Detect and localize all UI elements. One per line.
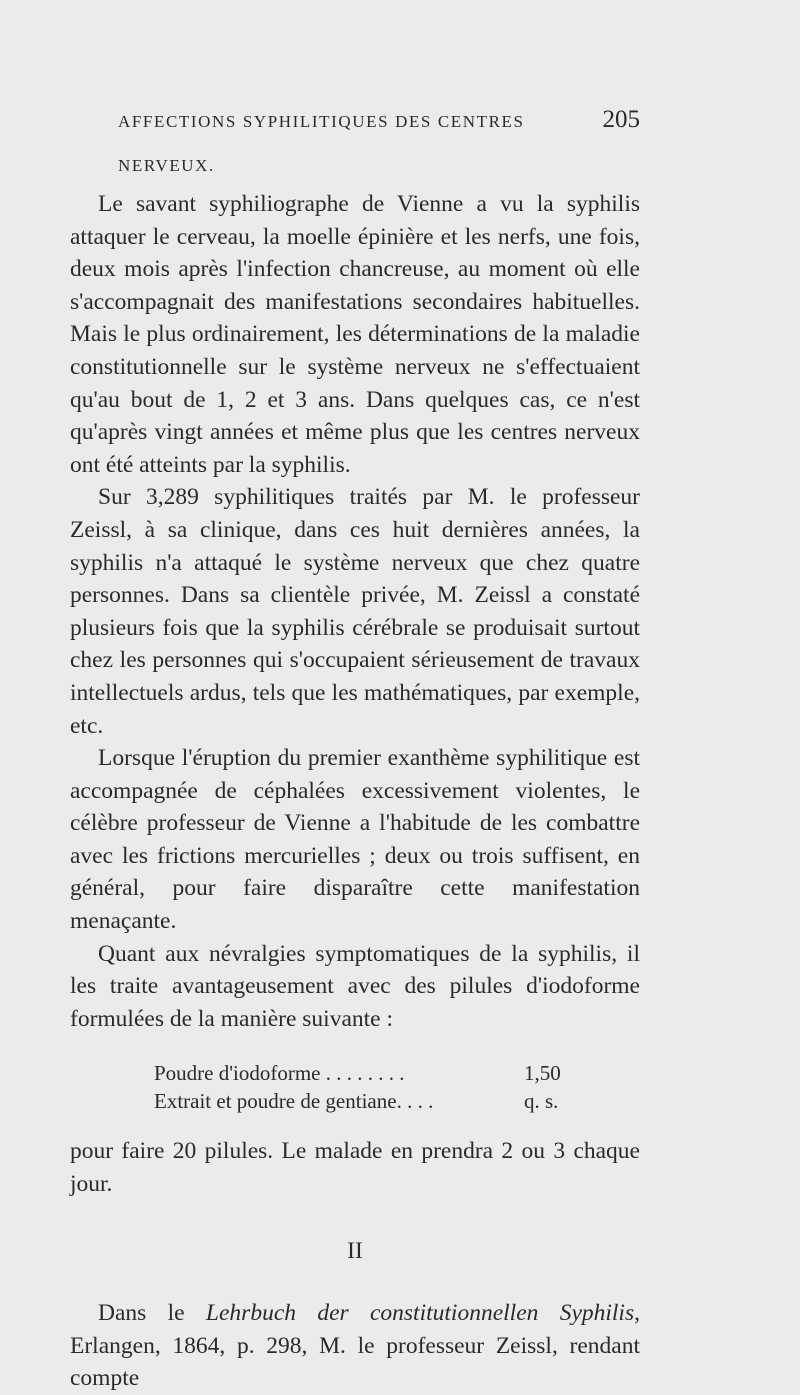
running-header bbox=[118, 98, 640, 188]
ingredient-amount: 1,50 bbox=[524, 1061, 561, 1086]
paragraph-4: Quant aux névralgies symptomatiques de la syphilis, il les traite avantageusement avec des pilules d'iodoforme formulées de la manière suivante : bbox=[70, 940, 640, 1032]
prescription-row bbox=[154, 1087, 640, 1115]
book-title: Lehrbuch der constitutionnellen Syphilis bbox=[205, 1300, 635, 1327]
paragraph-last bbox=[70, 1297, 640, 1395]
paragraph-2: Sur 3,289 syphilitiques traités par M. le professeur Zeissl, à sa clinique, dans ces huit dernières années, la syphilis n'a attaqué le système nerveux que chez quatre personnes. Dans sa clientèle privée, M. Zeissl a constaté plusieurs fois que la syphilis cérébrale se produisait surtout chez les personnes qui s'occupaient sérieusement de travaux intellectuels ardus, tels que les mathématiques, par exemple, etc. bbox=[70, 484, 640, 739]
text-before-title: Dans le bbox=[98, 1300, 206, 1327]
running-title: AFFECTIONS SYPHILITIQUES DES CENTRES NERVEUX. bbox=[118, 112, 525, 175]
prescription-row bbox=[154, 1059, 640, 1087]
ingredient-name: Poudre d'iodoforme . . . . . . . . bbox=[154, 1061, 405, 1086]
section-number: II bbox=[347, 1237, 363, 1264]
paragraph-1: Le savant syphiliographe de Vienne a vu la syphilis attaquer le cerveau, la moelle épinière et les nerfs, une fois, deux mois après l'infection chancreuse, au moment où elle s'accompagnait des manifestations secondaires habituelles. Mais le plus ordinairement, les déterminations de la maladie constitutionnelle sur le système nerveux ne s'effectuaient qu'au bout de 1, 2 et 3 ans. Dans quelques cas, ce n'est qu'après vingt années et même plus que les centres nerveux ont été atteints par la syphilis. bbox=[70, 191, 640, 478]
paragraph-after-prescription: pour faire 20 pilules. Le malade en prendra 2 ou 3 chaque jour. bbox=[70, 1138, 640, 1198]
ingredient-name: Extrait et poudre de gentiane. . . . bbox=[154, 1089, 434, 1114]
body-text bbox=[70, 188, 640, 1395]
ingredient-amount: q. s. bbox=[524, 1089, 559, 1114]
prescription bbox=[154, 1059, 640, 1115]
page-number: 205 bbox=[602, 106, 640, 133]
paragraph-3: Lorsque l'éruption du premier exanthème syphilitique est accompagnée de céphalées excessivement violentes, le célèbre professeur de Vienne a l'habitude de les combattre avec les frictions mercurielles ; deux ou trois suffisent, en général, pour faire disparaître cette manifestation menaçante. bbox=[70, 745, 640, 935]
text-after-title: , Erlangen, 1864, p. 298, M. le professeur Zeissl, rendant compte bbox=[70, 1300, 640, 1392]
